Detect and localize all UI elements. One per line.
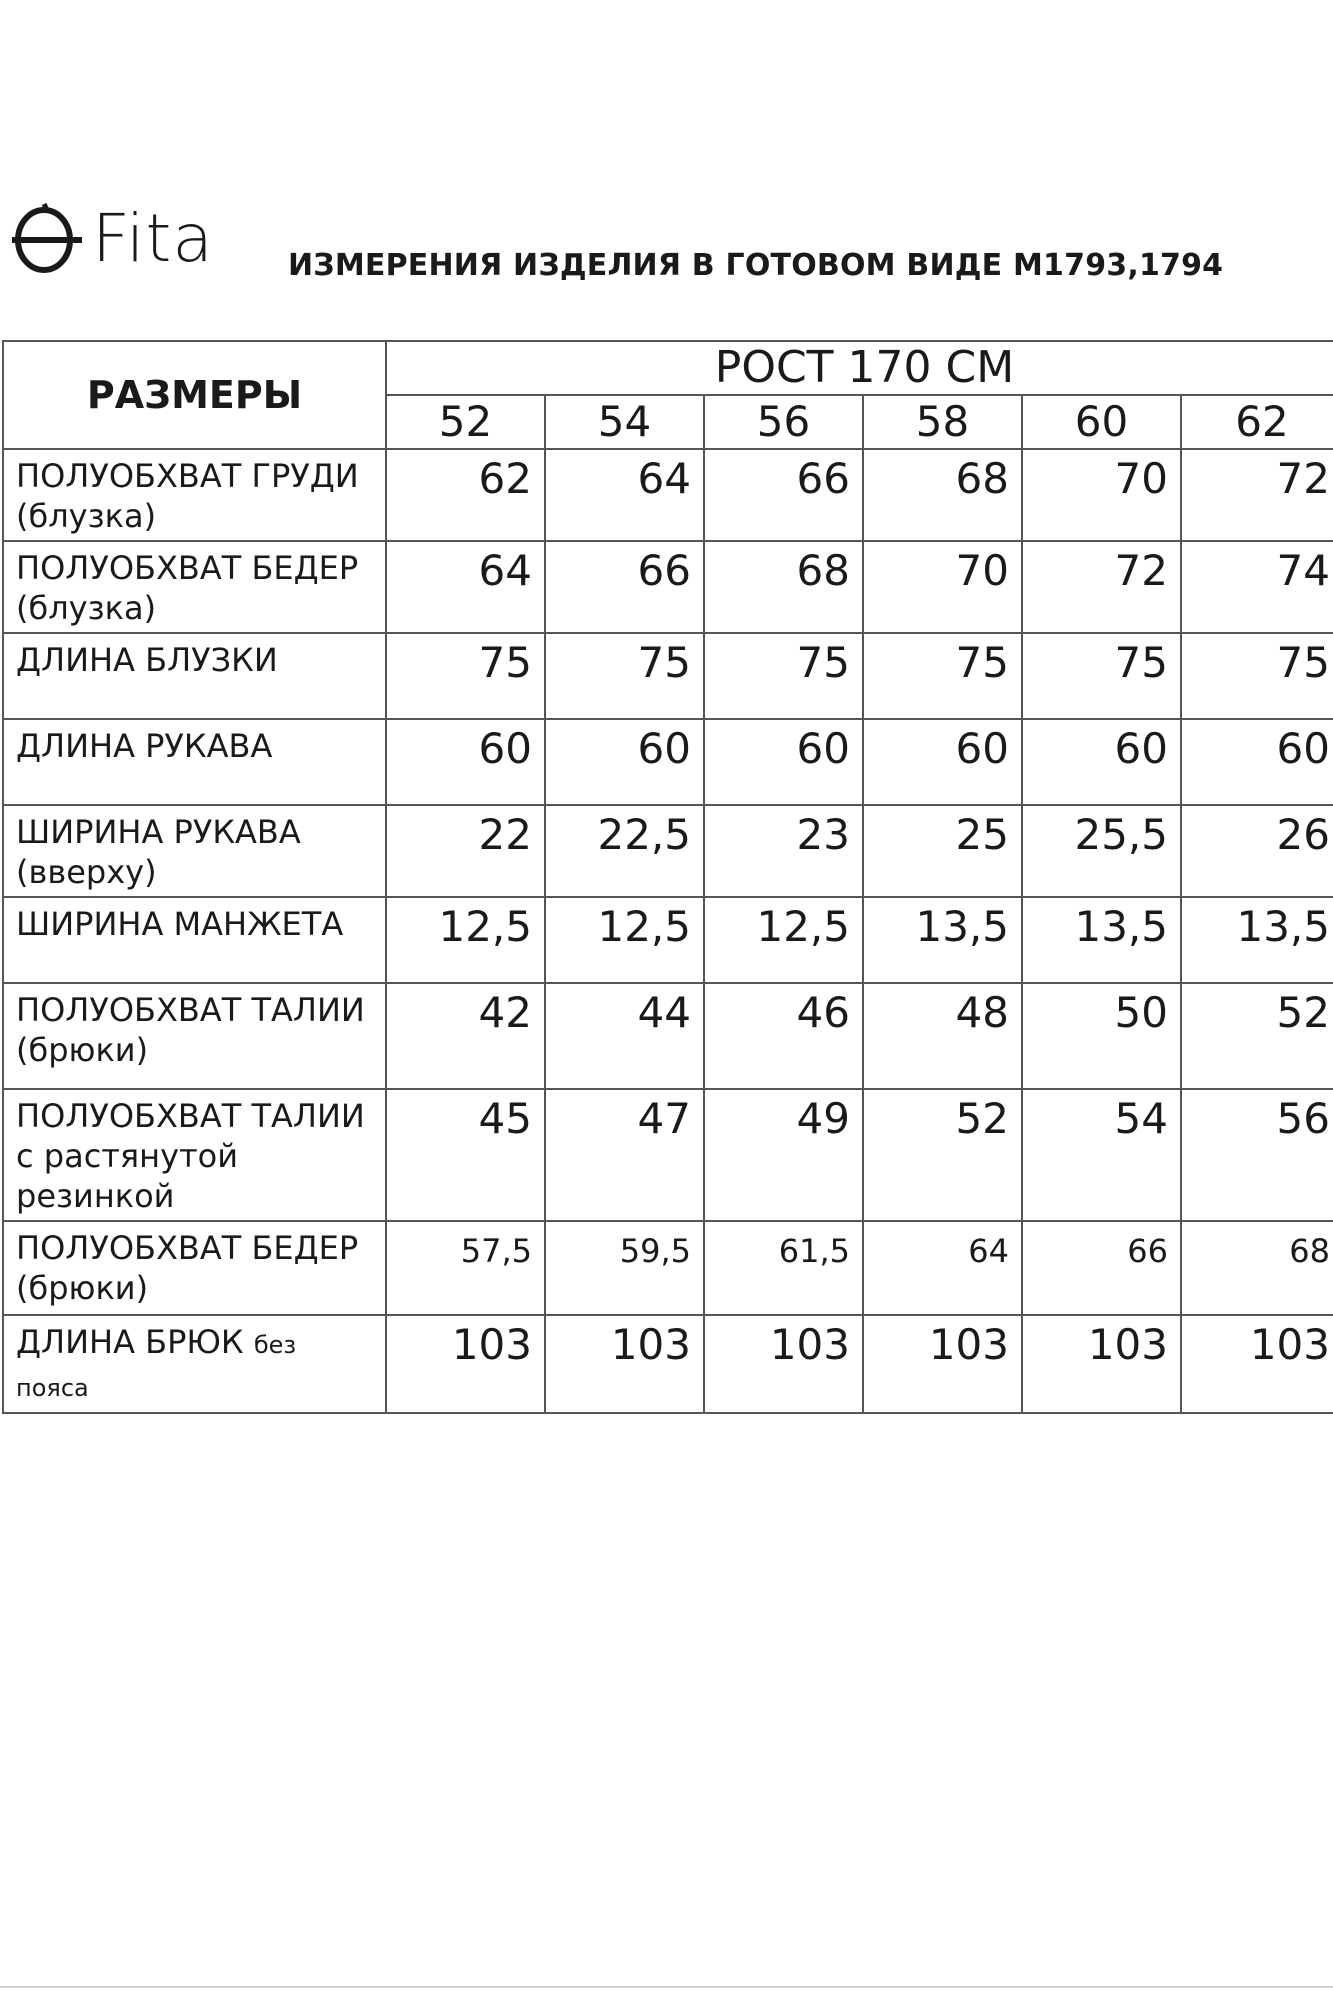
value-cell: 60	[1022, 719, 1181, 805]
value-cell: 68	[863, 449, 1022, 541]
table-row	[3, 633, 1333, 719]
row-label	[3, 983, 386, 1089]
value-cell: 12,5	[386, 897, 545, 983]
table-row	[3, 805, 1333, 897]
size-header-cell: 60	[1022, 395, 1181, 449]
value-cell: 52	[1181, 983, 1333, 1089]
value-cell: 103	[704, 1315, 863, 1413]
value-cell: 103	[1022, 1315, 1181, 1413]
document-header	[0, 190, 1333, 300]
value-cell: 70	[863, 541, 1022, 633]
value-cell: 75	[704, 633, 863, 719]
size-table	[2, 340, 1333, 1414]
value-cell: 25,5	[1022, 805, 1181, 897]
row-label-text: ШИРИНА МАНЖЕТА	[16, 905, 344, 943]
value-cell: 75	[1022, 633, 1181, 719]
value-cell: 48	[863, 983, 1022, 1089]
value-cell: 75	[545, 633, 704, 719]
table-row	[3, 1221, 1333, 1315]
row-label-text: ПОЛУОБХВАТ БЕДЕР (брюки)	[16, 1229, 359, 1307]
size-header-cell: 56	[704, 395, 863, 449]
row-label	[3, 719, 386, 805]
value-cell: 72	[1022, 541, 1181, 633]
value-cell: 75	[386, 633, 545, 719]
table-row	[3, 449, 1333, 541]
height-header: РОСТ 170 СМ	[386, 341, 1333, 395]
value-cell: 60	[704, 719, 863, 805]
value-cell: 62	[386, 449, 545, 541]
row-label-note: без пояса	[16, 1331, 297, 1402]
value-cell: 66	[545, 541, 704, 633]
value-cell: 68	[704, 541, 863, 633]
value-cell: 13,5	[1181, 897, 1333, 983]
row-label-text: ДЛИНА БЛУЗКИ	[16, 641, 278, 679]
row-label-text: ШИРИНА РУКАВА (вверху)	[16, 813, 301, 891]
value-cell: 23	[704, 805, 863, 897]
value-cell: 74	[1181, 541, 1333, 633]
value-cell: 57,5	[386, 1221, 545, 1315]
row-label-text: ПОЛУОБХВАТ ТАЛИИ (брюки)	[16, 991, 365, 1069]
row-label	[3, 633, 386, 719]
value-cell: 66	[1022, 1221, 1181, 1315]
value-cell: 60	[545, 719, 704, 805]
logo-text: Fita	[92, 200, 214, 277]
row-label	[3, 1221, 386, 1315]
table-row	[3, 983, 1333, 1089]
table-row	[3, 1315, 1333, 1413]
table-row	[3, 1089, 1333, 1221]
value-cell: 103	[386, 1315, 545, 1413]
value-cell: 44	[545, 983, 704, 1089]
value-cell: 64	[863, 1221, 1022, 1315]
row-label-text: ПОЛУОБХВАТ ГРУДИ (блузка)	[16, 457, 359, 535]
value-cell: 60	[863, 719, 1022, 805]
table-row	[3, 719, 1333, 805]
row-label	[3, 897, 386, 983]
row-label-text: ПОЛУОБХВАТ ТАЛИИ с растянутой резинкой	[16, 1097, 365, 1215]
value-cell: 22,5	[545, 805, 704, 897]
value-cell: 12,5	[704, 897, 863, 983]
row-label-text: ДЛИНА РУКАВА	[16, 727, 273, 765]
page-title: ИЗМЕРЕНИЯ ИЗДЕЛИЯ В ГОТОВОМ ВИДЕ М1793,1794	[288, 248, 1224, 283]
value-cell: 47	[545, 1089, 704, 1221]
row-label	[3, 449, 386, 541]
fita-logo-icon	[8, 200, 86, 278]
value-cell: 56	[1181, 1089, 1333, 1221]
value-cell: 68	[1181, 1221, 1333, 1315]
value-cell: 103	[545, 1315, 704, 1413]
value-cell: 26	[1181, 805, 1333, 897]
value-cell: 64	[386, 541, 545, 633]
value-cell: 49	[704, 1089, 863, 1221]
value-cell: 13,5	[1022, 897, 1181, 983]
value-cell: 59,5	[545, 1221, 704, 1315]
table-row	[3, 897, 1333, 983]
value-cell: 54	[1022, 1089, 1181, 1221]
size-header-cell: 52	[386, 395, 545, 449]
value-cell: 45	[386, 1089, 545, 1221]
value-cell: 46	[704, 983, 863, 1089]
value-cell: 72	[1181, 449, 1333, 541]
value-cell: 25	[863, 805, 1022, 897]
value-cell: 103	[863, 1315, 1022, 1413]
row-label	[3, 1089, 386, 1221]
size-header-cell: 62	[1181, 395, 1333, 449]
divider	[0, 1986, 1333, 1988]
sizes-header: РАЗМЕРЫ	[3, 341, 386, 449]
value-cell: 60	[1181, 719, 1333, 805]
value-cell: 50	[1022, 983, 1181, 1089]
value-cell: 64	[545, 449, 704, 541]
value-cell: 12,5	[545, 897, 704, 983]
value-cell: 103	[1181, 1315, 1333, 1413]
row-label	[3, 541, 386, 633]
value-cell: 66	[704, 449, 863, 541]
value-cell: 22	[386, 805, 545, 897]
value-cell: 75	[1181, 633, 1333, 719]
value-cell: 13,5	[863, 897, 1022, 983]
row-label-text: ПОЛУОБХВАТ БЕДЕР (блузка)	[16, 549, 359, 627]
table-row	[3, 541, 1333, 633]
row-label	[3, 805, 386, 897]
value-cell: 42	[386, 983, 545, 1089]
row-label	[3, 1315, 386, 1413]
row-label-text: ДЛИНА БРЮК	[16, 1323, 244, 1361]
value-cell: 61,5	[704, 1221, 863, 1315]
value-cell: 75	[863, 633, 1022, 719]
value-cell: 60	[386, 719, 545, 805]
table-body	[3, 449, 1333, 1413]
size-header-cell: 54	[545, 395, 704, 449]
brand-logo	[8, 200, 214, 278]
size-header-cell: 58	[863, 395, 1022, 449]
value-cell: 52	[863, 1089, 1022, 1221]
value-cell: 70	[1022, 449, 1181, 541]
